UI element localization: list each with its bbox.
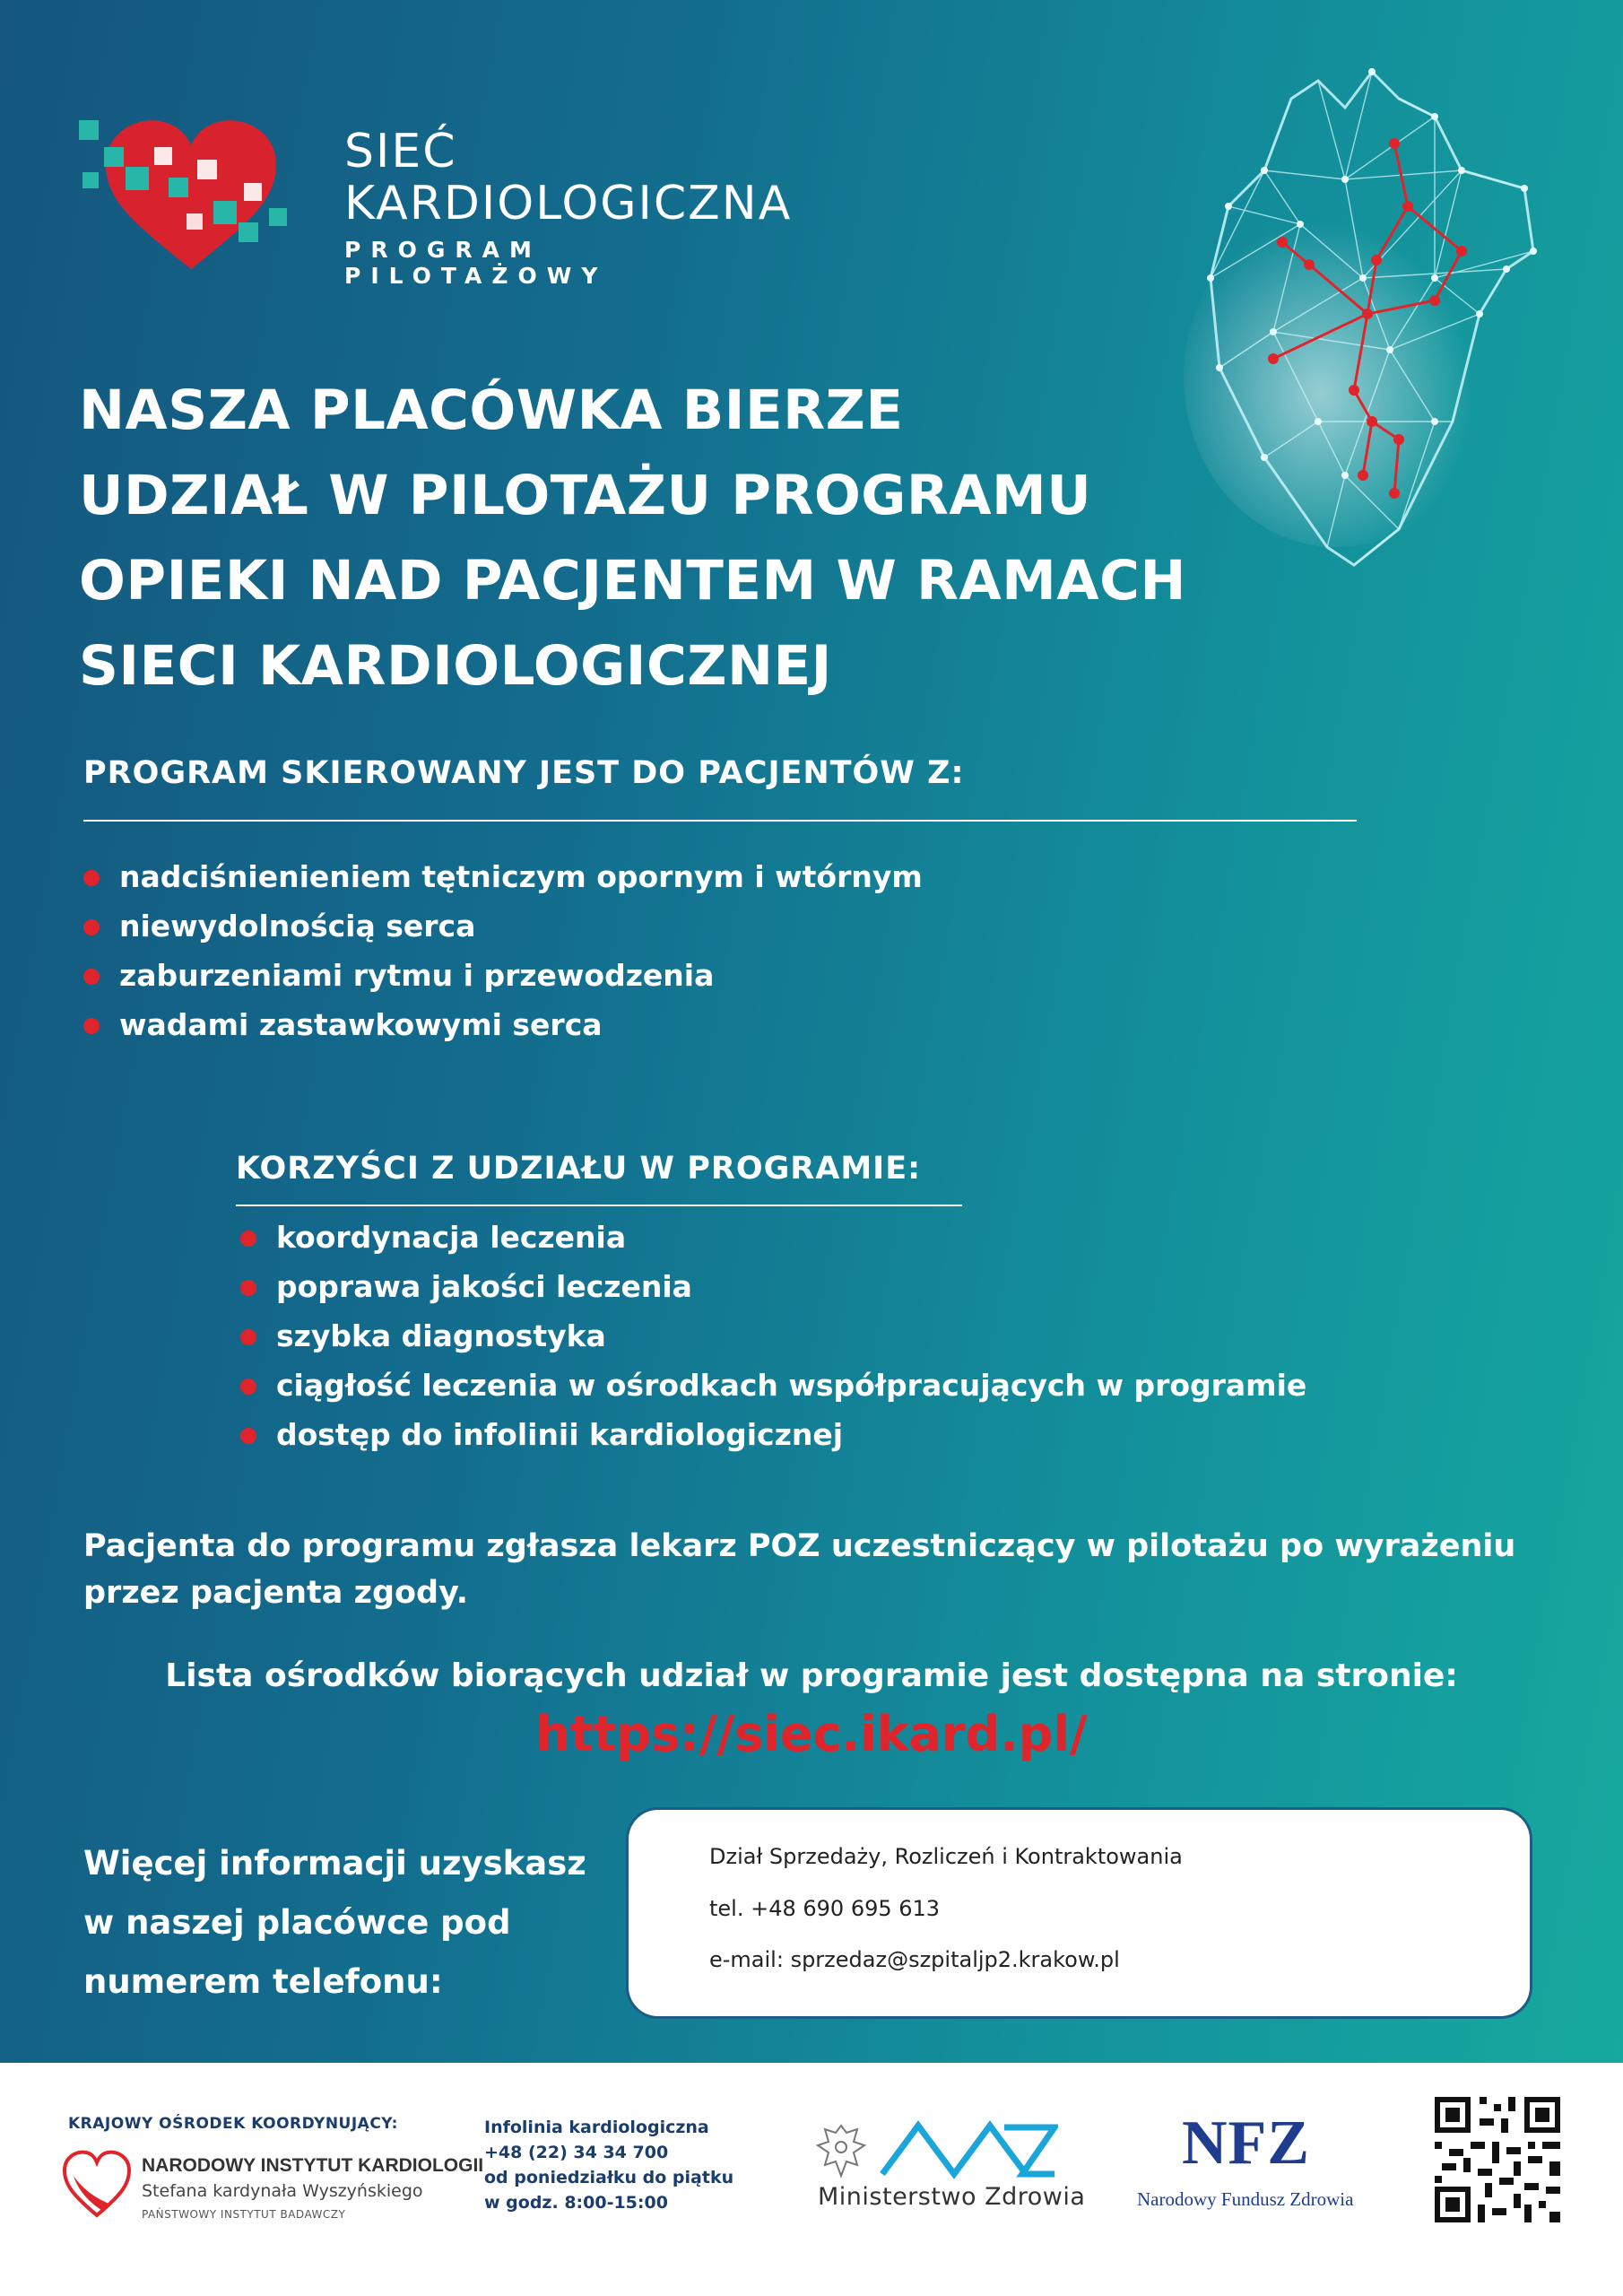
list-item: [240, 1262, 1306, 1311]
headline-line-1: NASZA PLACÓWKA BIERZE: [79, 378, 904, 442]
headline-line-2: UDZIAŁ W PILOTAŻU PROGRAMU: [79, 464, 1092, 527]
bullet-dot-icon: [240, 1329, 256, 1345]
more-info-line-1: Więcej informacji uzyskasz: [83, 1844, 586, 1883]
benefits-section-title: KORZYŚCI Z UDZIAŁU W PROGRAMIE:: [236, 1151, 922, 1187]
list-item: [240, 1311, 1306, 1361]
list-item-text: szybka diagnostyka: [276, 1318, 606, 1353]
bullet-dot-icon: [83, 969, 100, 985]
nfz-name: Narodowy Fundusz Zdrowia: [1137, 2188, 1354, 2210]
list-item: [83, 901, 923, 951]
qr-code-icon[interactable]: [1435, 2097, 1560, 2222]
list-item-text: dostęp do infolinii kardiologicznej: [276, 1417, 844, 1452]
contact-department: Dział Sprzedaży, Rozliczeń i Kontraktowania: [709, 1844, 1183, 1869]
more-info-line-3: numerem telefonu:: [83, 1962, 443, 2001]
list-item: [83, 852, 923, 901]
list-item: [240, 1361, 1306, 1410]
patients-list: [83, 852, 923, 1049]
list-item: [83, 1000, 923, 1049]
bullet-dot-icon: [240, 1231, 256, 1247]
hotline-info: [484, 2115, 733, 2215]
list-item: [240, 1410, 1306, 1459]
bullet-dot-icon: [240, 1280, 256, 1296]
referral-paragraph: Pacjenta do programu zgłasza lekarz POZ uczestniczący w pilotażu po wyrażeniu przez pacjenta zgody.: [83, 1528, 1516, 1611]
hotline-phone[interactable]: +48 (22) 34 34 700: [484, 2143, 669, 2162]
hotline-hours: w godz. 8:00-15:00: [484, 2193, 668, 2213]
patients-section-divider: [83, 820, 1357, 822]
bullet-dot-icon: [83, 870, 100, 886]
siec-ikard-link[interactable]: https://siec.ikard.pl/: [535, 1706, 1088, 1762]
benefits-section-divider: [236, 1205, 962, 1206]
more-info-text: [83, 1834, 639, 2012]
pixel-heart-logo-icon: [79, 115, 330, 276]
list-item: [83, 951, 923, 1000]
nik-patron: Stefana kardynała Wyszyńskiego: [142, 2181, 423, 2201]
hotline-days: od poniedziałku do piątku: [484, 2168, 734, 2187]
logo-line-kardiologiczna: KARDIOLOGICZNA: [344, 177, 793, 230]
coordinator-label: KRAJOWY OŚRODEK KOORDYNUJĄCY:: [68, 2115, 398, 2133]
list-item-text: niewydolnością serca: [119, 909, 476, 944]
contact-box: [626, 1807, 1532, 2019]
ministry-name: Ministerstwo Zdrowia: [818, 2183, 1086, 2211]
footer: [0, 2063, 1623, 2296]
list-item-text: koordynacja leczenia: [276, 1220, 627, 1255]
siec-kardiologiczna-logo: [79, 115, 796, 289]
ministry-of-health-logo-icon: [879, 2118, 1058, 2181]
nik-heart-logo-icon: [61, 2149, 133, 2221]
bullet-dot-icon: [83, 919, 100, 935]
headline-line-4: SIECI KARDIOLOGICZNEJ: [79, 634, 832, 698]
headline-line-3: OPIEKI NAD PACJENTEM W RAMACH: [79, 549, 1186, 613]
centers-list-note: Lista ośrodków biorących udział w programie jest dostępna na stronie:: [165, 1657, 1458, 1694]
headline: [79, 368, 1280, 709]
list-item-text: nadciśnienieniem tętniczym opornym i wtórnym: [119, 859, 923, 894]
list-item-text: zaburzeniami rytmu i przewodzenia: [119, 958, 715, 993]
hotline-title: Infolinia kardiologiczna: [484, 2118, 709, 2137]
more-info-line-2: w naszej placówce pod: [83, 1903, 511, 1942]
list-item-text: poprawa jakości leczenia: [276, 1269, 692, 1304]
contact-email[interactable]: e-mail: sprzedaz@szpitaljp2.krakow.pl: [709, 1947, 1120, 1972]
bullet-dot-icon: [83, 1018, 100, 1034]
logo-line-program: PROGRAM PILOTAŻOWY: [344, 237, 608, 289]
polish-eagle-emblem-icon: [814, 2122, 868, 2181]
list-item: [240, 1213, 1306, 1262]
patients-section-title: PROGRAM SKIEROWANY JEST DO PACJENTÓW Z:: [83, 755, 965, 791]
contact-phone[interactable]: tel. +48 690 695 613: [709, 1896, 941, 1921]
bullet-dot-icon: [240, 1428, 256, 1444]
logo-text: [344, 126, 796, 289]
list-item-text: ciągłość leczenia w ośrodkach współpracujących w programie: [276, 1368, 1307, 1403]
list-item-text: wadami zastawkowymi serca: [119, 1007, 603, 1042]
bullet-dot-icon: [240, 1378, 256, 1395]
nik-name: NARODOWY INSTYTUT KARDIOLOGII: [142, 2155, 484, 2176]
benefits-list: [240, 1213, 1306, 1459]
logo-line-siec: SIEĆ: [344, 125, 457, 178]
nfz-logo-mark: NFZ: [1182, 2109, 1310, 2178]
nik-type: PAŃSTWOWY INSTYTUT BADAWCZY: [142, 2208, 346, 2221]
